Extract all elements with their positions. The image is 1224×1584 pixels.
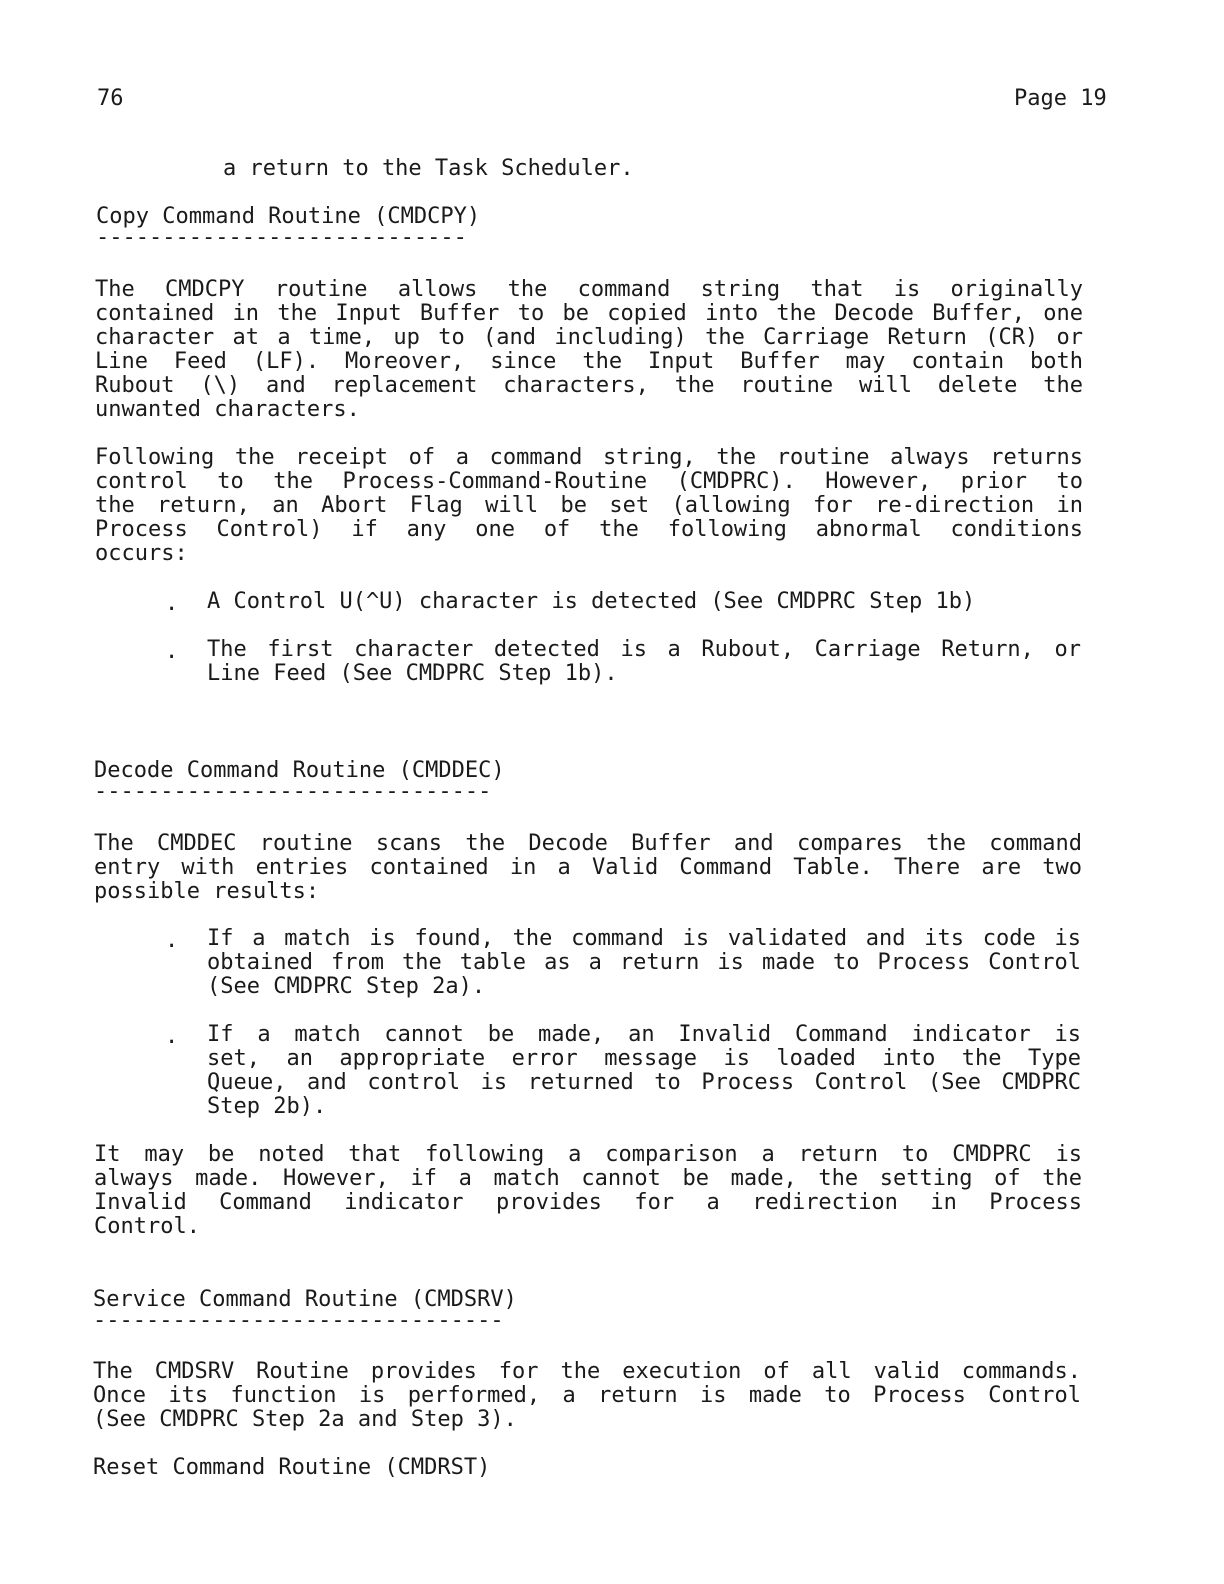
- heading-underline-cmdcpy: ----------------------------: [96, 225, 467, 250]
- text-line: Once its function is performed, a return is made to Process Control: [93, 1383, 1081, 1408]
- text-line: control to the Process-Command-Routine (CMDPRC). However, prior to: [95, 469, 1083, 494]
- text-line: A Control U(^U) character is detected (See CMDPRC Step 1b): [207, 589, 976, 614]
- paragraph-cmdsrv-1: [93, 1360, 1081, 1432]
- bullet-marker: .: [165, 928, 179, 953]
- text-line: Step 2b).: [207, 1094, 327, 1119]
- text-line: Line Feed (See CMDPRC Step 1b).: [207, 661, 618, 686]
- text-line: obtained from the table as a return is made to Process Control: [207, 950, 1081, 975]
- text-line: Control.: [94, 1214, 200, 1239]
- paragraph-cmdcpy-1: [95, 278, 1083, 422]
- bullet-marker: .: [165, 591, 179, 616]
- paragraph-cmddec-1: [94, 832, 1082, 904]
- text-line: (See CMDPRC Step 2a and Step 3).: [93, 1407, 517, 1432]
- text-line: If a match cannot be made, an Invalid Command indicator is: [207, 1022, 1081, 1047]
- text-line: The CMDCPY routine allows the command string that is originally: [95, 277, 1083, 302]
- text-line: (See CMDPRC Step 2a).: [207, 974, 486, 999]
- text-line: unwanted characters.: [95, 397, 360, 422]
- text-line: Rubout (\) and replacement characters, the routine will delete the: [95, 373, 1083, 398]
- bullet-item-cmddec-1: [207, 927, 1081, 999]
- paragraph-cmddec-2: [94, 1143, 1082, 1239]
- bullet-item-cmdcpy-2: [207, 638, 1081, 686]
- text-line: The CMDSRV Routine provides for the execution of all valid commands.: [93, 1359, 1081, 1384]
- text-line: Line Feed (LF). Moreover, since the Input Buffer may contain both: [95, 349, 1083, 374]
- bullet-marker: .: [165, 1024, 179, 1049]
- section-heading-cmddec: Decode Command Routine (CMDDEC): [94, 758, 505, 783]
- page-left-number: 76: [97, 86, 124, 111]
- text-line: the return, an Abort Flag will be set (allowing for re-direction in: [95, 493, 1083, 518]
- text-line: It may be noted that following a comparison a return to CMDPRC is: [94, 1142, 1082, 1167]
- heading-underline-cmddec: ------------------------------: [94, 779, 492, 804]
- text-line: Queue, and control is returned to Process Control (See CMDPRC: [207, 1070, 1081, 1095]
- text-line: The first character detected is a Rubout, Carriage Return, or: [207, 637, 1081, 662]
- text-line: possible results:: [94, 879, 320, 904]
- intro-line: a return to the Task Scheduler.: [223, 156, 634, 181]
- text-line: Process Control) if any one of the following abnormal conditions: [95, 517, 1083, 542]
- text-line: always made. However, if a match cannot be made, the setting of the: [94, 1166, 1082, 1191]
- text-line: set, an appropriate error message is loaded into the Type: [207, 1046, 1081, 1071]
- text-line: Following the receipt of a command string, the routine always returns: [95, 445, 1083, 470]
- section-heading-cmdrst: Reset Command Routine (CMDRST): [93, 1455, 491, 1480]
- text-line: occurs:: [95, 541, 188, 566]
- text-line: character at a time, up to (and including) the Carriage Return (CR) or: [95, 325, 1083, 350]
- text-line: If a match is found, the command is validated and its code is: [207, 926, 1081, 951]
- heading-underline-cmdsrv: -------------------------------: [93, 1308, 504, 1333]
- section-heading-cmdsrv: Service Command Routine (CMDSRV): [93, 1287, 517, 1312]
- bullet-marker: .: [165, 639, 179, 664]
- bullet-item-cmddec-2: [207, 1023, 1081, 1119]
- section-heading-cmdcpy: Copy Command Routine (CMDCPY): [96, 204, 481, 229]
- paragraph-cmdcpy-2: [95, 446, 1083, 566]
- text-line: entry with entries contained in a Valid Command Table. There are two: [94, 855, 1082, 880]
- page-number: Page 19: [1014, 86, 1107, 111]
- text-line: contained in the Input Buffer to be copied into the Decode Buffer, one: [95, 301, 1083, 326]
- bullet-item-cmdcpy-1: [207, 590, 1081, 614]
- text-line: The CMDDEC routine scans the Decode Buffer and compares the command: [94, 831, 1082, 856]
- text-line: Invalid Command indicator provides for a redirection in Process: [94, 1190, 1082, 1215]
